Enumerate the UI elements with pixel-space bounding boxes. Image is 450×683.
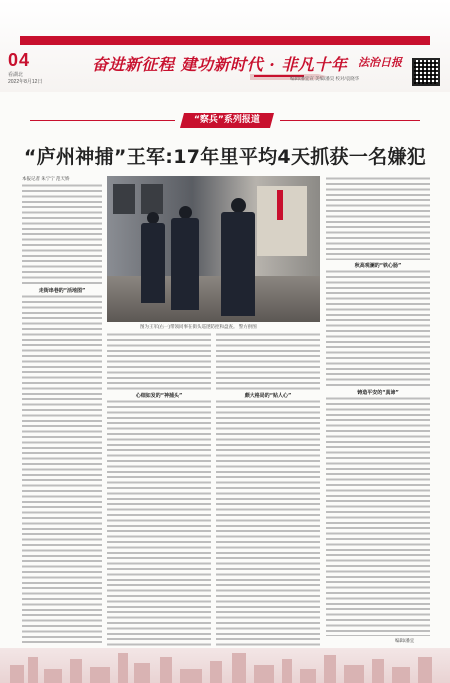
article-column-3b — [216, 399, 320, 646]
page-number: 04 — [8, 50, 31, 70]
masthead-red-bar — [20, 36, 430, 45]
qr-code-icon[interactable] — [412, 58, 440, 86]
issue-date: 2022年8月12日 — [8, 79, 43, 85]
article-column-1b — [22, 294, 102, 646]
subhead-2: 心细如发的“神捕头” — [107, 392, 211, 399]
series-label: “察兵”系列报道 — [180, 113, 274, 128]
subhead-4: 秋高观澜的“铁心肠” — [326, 262, 430, 269]
photo-caption: 图为王军(右一)带领同事在街头巡逻防控和盘查。 警方供图 — [140, 324, 257, 329]
article-column-4b — [326, 269, 430, 387]
slogan-part-1: 奋进新征程 — [92, 55, 175, 74]
article-column-2b — [107, 399, 211, 646]
series-rule-right — [280, 120, 420, 121]
slogan: 奋进新征程 建功新时代 · 非凡十年 — [92, 55, 348, 74]
article-column-2a — [107, 332, 211, 390]
subhead-1: 走街串巷的“活地图” — [22, 287, 102, 294]
slogan-part-3: 非凡十年 — [281, 55, 348, 74]
section-label: 看湖北 — [8, 72, 24, 78]
subhead-3: 颇大格局的“贴人心” — [216, 392, 320, 399]
paper-logo: 法治日报 — [358, 56, 402, 69]
article-column-4c — [326, 396, 430, 636]
headline: “庐州神捕”王军:17年里平均4天抓获一名嫌犯 — [23, 146, 427, 168]
footer-credit: 编辑/潘宜 — [395, 638, 415, 643]
slogan-part-2: 建功新时代 — [180, 55, 264, 74]
subhead-5: 铸造平安的“真谛” — [326, 389, 430, 396]
article-column-3a — [216, 332, 320, 390]
footer-cityscape — [0, 648, 450, 683]
article-column-1a — [22, 183, 102, 285]
article-column-4a — [326, 176, 430, 260]
editor-contacts: 编辑/潘宜宣 美编/潘昊 校对/袁晓华 — [290, 76, 360, 81]
series-rule-left — [30, 120, 175, 121]
byline: 本报记者 朱宁宁 范天娇 — [22, 176, 70, 181]
news-photo — [107, 176, 320, 322]
masthead — [0, 0, 450, 92]
